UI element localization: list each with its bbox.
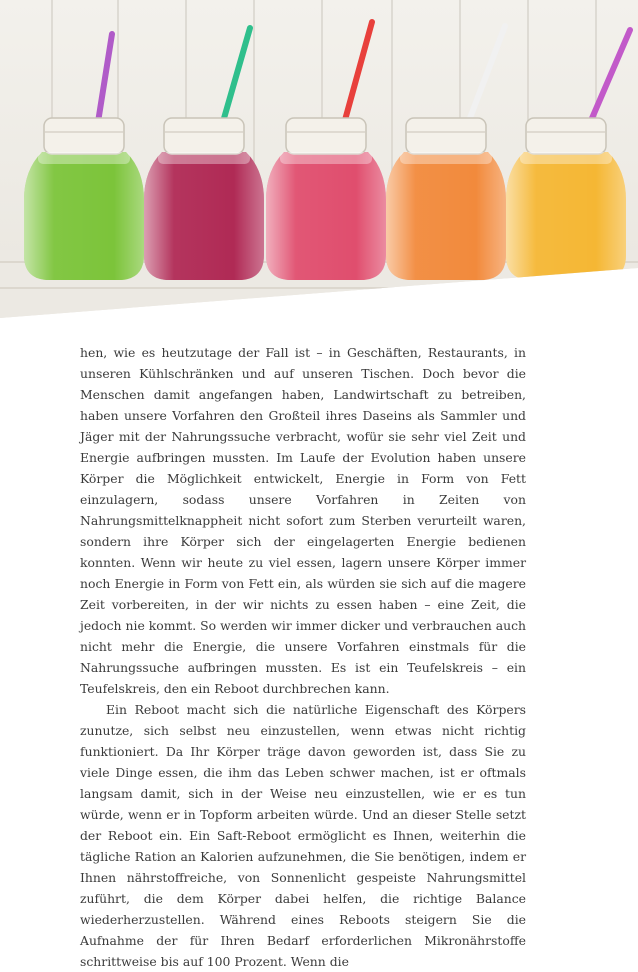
glass-shine (266, 152, 386, 280)
glass-shine (506, 152, 626, 280)
glass-shine (24, 152, 144, 280)
paragraph: Ein Reboot macht sich die natürliche Eigenschaft des Körpers zunutze, sich selbst neu einzustellen, wenn etwas nicht richtig funktioniert. Da Ihr Körper träge davon geworden ist, dass Sie zu viele Dinge essen, die ihm das Leben schwer machen, ist er oftmals langsam damit, sich in der Weise neu einzustellen, wie er es tun würde, wenn er in Topform arbeiten würde. Und an dieser Stelle setzt der Reboot ein. Ein Saft-Reboot ermöglicht es Ihnen, weiterhin die tägliche Ration an Kalorien aufzunehmen, die Sie benötigen, indem er Ihnen nährstoffreiche, von Sonnenlicht gespeiste Nahrungsmittel zuführt, die dem Körper dabei helfen, die richtige Balance wiederherzustellen. Während eines Reboots steigern Sie die Aufnahme der für Ihren Bedarf erforderlichen Mikronährstoffe schrittweise bis auf 100 Prozent. Wenn die (80, 702, 526, 969)
smoothie-jars-photo (0, 0, 638, 320)
jar-neck (44, 118, 124, 154)
glass-shine (386, 152, 506, 280)
jar-neck (406, 118, 486, 154)
jar-neck (164, 118, 244, 154)
paragraph: hen, wie es heutzutage der Fall ist – in Geschäften, Restaurants, in unseren Kühlschränken und auf unseren Tischen. Doch bevor die Menschen damit angefangen haben, Landwirtschaft zu betreiben, haben unsere Vorfahren den Großteil ihres Daseins als Sammler und Jäger mit der Nahrungssuche verbracht, wofür sie sehr viel Zeit und Energie aufbringen mussten. Im Laufe der Evolution haben unsere Körper die Möglichkeit entwickelt, Energie in Form von Fett einzulagern, sodass unsere Vorfahren in Zeiten von Nahrungsmittelknappheit nicht sofort zum Sterben verurteilt waren, sondern ihre Körper sich der eingelagerten Energie bedienen konnten. Wenn wir heute zu viel essen, lagern unsere Körper immer noch Energie in Form von Fett ein, als würden sie sich auf die magere Zeit vorbereiten, in der wir nichts zu essen haben – eine Zeit, die jedoch nie kommt. So werden wir immer dicker und verbrauchen auch nicht mehr die Energie, die unsere Vorfahren einstmals für die Nahrungssuche aufbringen mussten. Es ist ein Teufelskreis – ein Teufelskreis, den ein Reboot durchbrechen kann. (80, 345, 526, 696)
body-text (80, 342, 526, 972)
smoothie-jars-illustration (0, 0, 638, 320)
glass-shine (144, 152, 264, 280)
jar-neck (286, 118, 366, 154)
jar-neck (526, 118, 606, 154)
